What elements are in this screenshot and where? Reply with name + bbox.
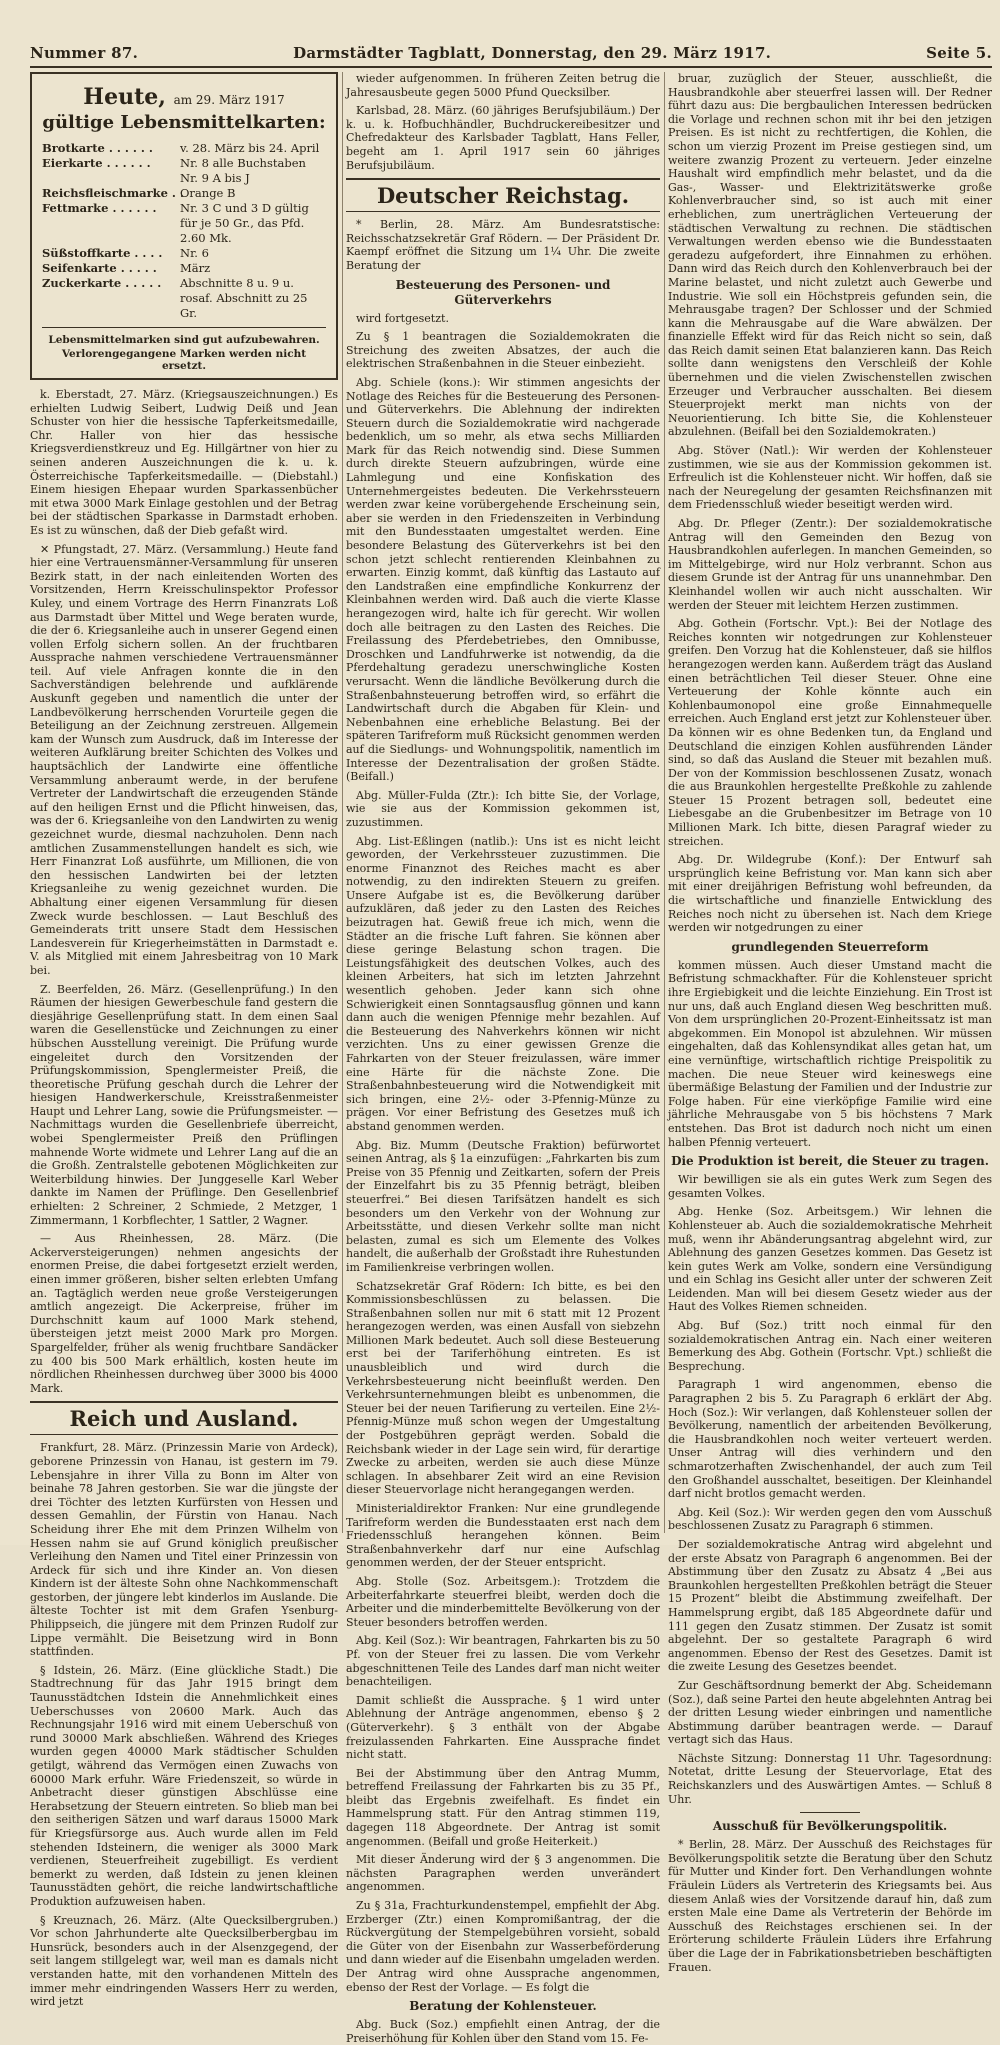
ration-card-row — [42, 156, 326, 186]
subhead-produktion: Die Produktion ist bereit, die Steuer zu tragen. — [671, 1154, 989, 1169]
masthead-line: Darmstädter Tagblatt, Donnerstag, den 29. März 1917. — [293, 44, 772, 62]
reichstag-paragraph: wird fortgesetzt. — [356, 311, 449, 325]
ration-card-box — [30, 72, 338, 380]
reichstag-paragraph: Abg. Buck (Soz.) empfiehlt einen Antrag, der die Preiserhöhung für Kohlen über den Stand vom 15. Fe- — [346, 2018, 660, 2045]
card-name: Fettmarke . . . . . . — [42, 201, 157, 215]
reichstag-paragraph: Abg. Henke (Soz. Arbeitsgem.) Wir lehnen die Kohlensteuer ab. Auch die sozialdemokratische Mehrheit muß, wenn ihr Abänderungsantrag abgelehnt wird, zur Ablehnung des ganzen Gesetzes kommen. Das Gesetz ist kein gutes Werk am Volke, sondern eine Versündigung und ein Schlag ins Gesicht aller unter der schweren Zeit Leidenden. Man will bei diesem Gesetz wieder aus der Haut des Volkes Riemen schneiden. — [668, 1205, 992, 1314]
reichstag-paragraph: Ministerialdirektor Franken: Nur eine grundlegende Tarifreform werden die Bundesstaaten erst nach dem Friedensschluß herangehen können. Beim Straßenbahnverkehr darf nur eine Aufschlag genommen werden, der der Steuer entspricht. — [346, 1502, 660, 1570]
issue-number: Nummer 87. — [30, 44, 139, 62]
reichstag-paragraph: Wir bewilligen sie als ein gutes Werk zum Segen des gesamten Volkes. — [668, 1173, 992, 1200]
card-name: Süßstoffkarte . . . . — [42, 246, 163, 260]
column-2 — [346, 72, 660, 2045]
card-value: v. 28. März bis 24. April — [180, 141, 320, 155]
card-value: Orange B — [180, 186, 236, 200]
ration-card-row — [42, 246, 326, 261]
ration-box-subtitle: gültige Lebensmittelkarten: — [42, 112, 326, 133]
ration-box-date: am 29. März 1917 — [173, 93, 285, 107]
reichstag-paragraph: Abg. Biz. Mumm (Deutsche Fraktion) befürwortet seinen Antrag, als § 1a einzufügen: „Fahrkarten bis zum Preise von 35 Pfennig und Zeitkarten, sofern der Preis der Einzelfahrt bis zu 35 Pfennig beträgt, bleiben steuerfrei.“ Bei diesen Tarifsätzen handelt es sich besonders um den Verkehr von der Wohnung zur Arbeitsstätte, und diesen Verkehr sollte man nicht belasten, zumal es sich um Elemente des Volkes handelt, die außerhalb der Großstadt ihre Ruhestunden im Familienkreise verbringen wollen. — [346, 1138, 660, 1274]
reichstag-paragraph: bruar, zuzüglich der Steuer, ausschließt, die Hausbrandkohle aber steuerfrei lassen will. Der Redner führt dazu aus: Die bergbaulichen Interessen bedrücken die Vorlage und rechnen schon mit ihr bei den jetzigen Preisen. Es ist nicht zu rechtfertigen, die Kohlen, die schon um vierzig Prozent im Preise gestiegen sind, um weitere zwanzig Prozent zu verteuern. Jeder einzelne Haushalt wird empfindlich mehr belastet, und da die Gas-, Wasser- und Elektrizitätswerke große Kohlenverbraucher sind, so ist auch mit einer erheblichen, zum unerträglichen Verteuerung der städtischen Verwaltung zu rechnen. Die städtischen Verwaltungen werden ebenso wie die Bundesstaaten geradezu aufgefordert, ihre Einnahmen zu erhöhen. Dann wird das Reich durch den Kohlenverbrauch bei der Marine belastet, und nicht zuletzt auch Gewerbe und Industrie. Wie soll ein Höchstpreis gefunden sein, die Mehrausgabe tragen? Der Schlosser und der Schmied kann die Mehrausgabe auf die Ware abwälzen. Der finanzielle Effekt wird für das Reich nicht so sein, daß das Reich damit seinen Etat balanzieren kann. Das Reich sollte dann wenigstens den Verschleiß der Kohle übernehmen und die vielen Zwischenstellen zwischen Erzeuger und Verbraucher ausschalten. Bei diesem Steuerprojekt merkt man nichts von der Neuorientierung. Ich bitte Sie, die Kohlensteuer abzulehnen. (Beifall bei den Sozialdemokraten.) — [668, 72, 992, 439]
section-title-reich-ausland: Reich und Ausland. — [30, 1401, 338, 1435]
card-name: Brotkarte . . . . . . — [42, 141, 153, 155]
article-kreuznach: § Kreuznach, 26. März. (Alte Quecksilbergruben.) Vor schon Jahrhunderte alte Quecksilberbergbau im Hunsrück, besonders auch in der Alsenzgegend, der seit langem stillgelegt war, weil man es damals nicht verstanden hatte, mit den vorhandenen Mitteln des immer mehr eindringenden Wassers Herr zu werden, wird jetzt — [30, 1913, 338, 2009]
reichstag-paragraph: Paragraph 1 wird angenommen, ebenso die Paragraphen 2 bis 5. Zu Paragraph 6 erklärt der Abg. Hoch (Soz.): Wir verlangen, daß Kohlensteuer sollen der Bevölkerung, namentlich der arbeitenden Bevölkerung, die Hausbrandkohlen noch weiter verteuert werden. Unser Antrag will dies verhindern und den schmarotzerhaften Zwischenhandel, der auch zum Teil den Großhandel ausschaltet, beseitigen. Der Kleinhandel darf nicht brotlos gemacht werden. — [668, 1378, 992, 1501]
reichstag-paragraph: Zu § 1 beantragen die Sozialdemokraten die Streichung des zweiten Absatzes, der auch die elektrischen Straßenbahnen in die Steuer einbezieht. — [346, 330, 660, 371]
reichstag-paragraph: Abg. Müller-Fulda (Ztr.): Ich bitte Sie, der Vorlage, wie sie aus der Kommission gekommen ist, zuzustimmen. — [346, 788, 660, 829]
card-value: März — [180, 261, 211, 275]
subhead-kohlensteuer: Beratung der Kohlensteuer. — [409, 1999, 597, 2014]
subhead-verkehrssteuer: Besteuerung des Personen- und Güterverkehrs — [395, 277, 611, 307]
reichstag-paragraph: Schatzsekretär Graf Rödern: Ich bitte, es bei den Kommissionsbeschlüssen zu belassen. Die Straßenbahnen sollen nur mit 6 statt mit 12 Prozent herangezogen werden, was einen Ausfall von siebzehn Millionen Mark bedeutet. Auch soll diese Besteuerung erst bei der Tariferhöhung eintreten. Es ist unausbleiblich und wird durch die Verkehrsbesteuerung nicht beeinflußt werden. Den Verkehrsunternehmungen bleibt es unbenommen, die Steuer bei der neuen Tarifierung zu verteilen. Eine 2½-Pfennig-Münze muß schon wegen der Umgestaltung der Postgebühren geprägt werden. Sobald die Reichsbank wieder in der Lage sein wird, für derartige Zwecke zu arbeiten, werden sie auch diese Münze schlagen. In absehbarer Zeit wird an eine Revision dieser Steuervorlage nicht herangegangen werden. — [346, 1279, 660, 1497]
column-rule-1 — [342, 72, 343, 1533]
reichstag-paragraph: Abg. Dr. Wildegrube (Konf.): Der Entwurf sah ursprünglich keine Befristung vor. Man kann sich aber mit einer dreijährigen Befristung wohl befreunden, da die wirtschaftliche und finanzielle Entwicklung des Reiches noch nicht zu übersehen ist. Nach dem Kriege werden wir notgedrungen zu einer — [668, 853, 992, 935]
article-pfungstadt: ✕ Pfungstadt, 27. März. (Versammlung.) Heute fand hier eine Vertrauensmänner-Versammlung für unseren Bezirk statt, in der nach einleitenden Worten des Vorsitzenden, Herrn Kreisschulinspektor Professor Kuley, und einem Vortrage des Herrn Finanzrats Loß aus Darmstadt über Mittel und Wege beraten wurde, die der 6. Kriegsanleihe auch in unserer Gegend einen vollen Erfolg sichern sollen. An der fruchtbaren Aussprache nahmen verschiedene Vertrauensmänner teil. Auf viele Anfragen konnte die in den Sachverständigen belehrende und aufklärende Auskunft gegeben und namentlich die unter der Landbevölkerung herrschenden Vorurteile gegen die Beteiligung an der Zeichnung zerstreuen. Allgemein kam der Wunsch zum Ausdruck, daß im Interesse der weiteren Aufklärung breiter Schichten des Volkes und hauptsächlich der Landwirte eine öffentliche Versammlung anberaumt werde, in der berufene Vertreter der Landwirtschaft die erzeugenden Stände auf den heiligen Ernst und die Pflicht hinweisen, das, was der 6. Kriegsanleihe von den Landwirten zu wenig gezeichnet wurde, diesmal nachzuholen. Denn nach amtlichen Zusammenstellungen handelt es sich, wie Herr Finanzrat Loß ausführte, um Millionen, die von den hessischen Landwirten bei der letzten Kriegsanleihe zu wenig gezeichnet wurden. Die Abhaltung einer eigenen Versammlung für diesen Zweck wurde beschlossen. — Laut Beschluß des Gemeinderats tritt unsere Stadt dem Hessischen Landesverein für Kriegerheimstätten in Darmstadt e. V. als Mitglied mit einem Jahresbeitrag von 10 Mark bei. — [30, 542, 338, 977]
header-rule — [30, 66, 992, 68]
ration-card-row — [42, 276, 326, 321]
reichstag-paragraph: Abg. Buf (Soz.) tritt noch einmal für den sozialdemokratischen Antrag ein. Nach einer weiteren Bemerkung des Abg. Gothein (Fortschr. Vpt.) schließt die Besprechung. — [668, 1319, 992, 1373]
card-value: Nr. 3 C und 3 D gültig für je 50 Gr., das Pfd. 2.60 Mk. — [180, 201, 309, 245]
ration-card-row — [42, 186, 326, 201]
divider — [800, 1812, 860, 1813]
reichstag-paragraph: Bei der Abstimmung über den Antrag Mumm, betreffend Freilassung der Fahrkarten bis zu 35 Pf., bleibt das Ergebnis zweifelhaft. Es findet ein Hammelsprung statt. Für den Antrag stimmen 119, dagegen 118 Abgeordnete. Der Antrag ist somit angenommen. (Beifall und große Heiterkeit.) — [346, 1766, 660, 1848]
column-1 — [30, 72, 338, 2009]
reichstag-paragraph: Abg. Stolle (Soz. Arbeitsgem.): Trotzdem die Arbeiterfahrkarte steuerfrei bleibt, werden doch die Arbeiter und die minderbemittelte Bevölkerung von der Steuer besonders betroffen werden. — [346, 1574, 660, 1629]
reichstag-paragraph: Der sozialdemokratische Antrag wird abgelehnt und der erste Absatz von Paragraph 6 angenommen. Bei der Abstimmung über den Zusatz zu Absatz 4 „Bei aus Braunkohlen hergestellten Preßkohlen beträgt die Steuer 15 Prozent“ bleibt die Abstimmung zweifelhaft. Der Hammelsprung ergibt, daß 185 Abgeordnete dafür und 111 gegen den Zusatz stimmen. Der Zusatz ist somit abgelehnt. Der so gestaltete Paragraph 6 wird angenommen. Ebenso der Rest des Gesetzes. Damit ist die zweite Lesung des Gesetzes beendet. — [668, 1537, 992, 1674]
reichstag-paragraph: kommen müssen. Auch dieser Umstand macht die Befristung schmackhafter. Für die Kohlensteuer spricht ihre Ergiebigkeit und die leichte Einziehung. Ein Trost ist nur uns, daß auch England diesen Weg beschritten muß. Von dem ursprünglichen 20-Prozent-Einheitssatz ist man abgekommen. Ein Monopol ist abzulehnen. Wir müssen eingehalten, daß das Kohlensyndikat alles getan hat, um eine vernünftige, wirtschaftlich richtige Preispolitik zu machen. Die neue Steuer wird keineswegs eine übermäßige Belastung der Familien und der Industrie zur Folge haben. Für eine vierköpfige Familie wird eine jährliche Mehrausgabe von 5 bis höchstens 7 Mark entstehen. Das Brot ist dadurch noch nicht um einen halben Pfennig verteuert. — [668, 958, 992, 1149]
article-bevoelkerungspolitik: * Berlin, 28. März. Der Ausschuß des Reichstages für Bevölkerungspolitik setzte die Beratung über den Schutz für Mutter und Kinder fort. Den Verhandlungen wohnte Fräulein Lüders als Vertreterin des Kriegsamts bei. Aus diesem Anlaß wies der Vorsitzende darauf hin, daß zum ersten Male eine Dame als Vertreterin der Behörde im Ausschuß des Reichstages erschienen sei. In der Erörterung schilderte Fräulein Lüders ihre Erfahrung über die Lage der in Fabrikationsbetrieben beschäftigten Frauen. — [668, 1838, 992, 1974]
card-name: Seifenkarte . . . . . — [42, 261, 157, 275]
card-name: Reichsfleischmarke . . — [42, 186, 184, 200]
reichstag-paragraph: Zu § 31a, Frachturkundenstempel, empfiehlt der Abg. Erzberger (Ztr.) einen Kompromißantrag, der die Rückvergütung der Stempelgebühren vorsieht, sobald die Güter von der Eisenbahn zur Wasserbeförderung und dann wieder auf die Eisenbahn umgeladen werden. Der Antrag wird ohne Aussprache angenommen, ebenso der Rest der Vorlage. — Es folgt die — [346, 1899, 660, 1994]
reichstag-paragraph: Abg. Keil (Soz.): Wir werden gegen den vom Ausschuß beschlossenen Zusatz zu Paragraph 6 stimmen. — [668, 1505, 992, 1533]
reichstag-paragraph: Abg. Stöver (Natl.): Wir werden der Kohlensteuer zustimmen, wie sie aus der Kommission gekommen ist. Erfreulich ist die Kohlensteuer nicht. Wir hoffen, daß sie nach der Neuregelung der gesamten Reichsfinanzen mit dem Friedensschluß wieder beseitigt werden wird. — [668, 444, 992, 512]
column-3 — [668, 72, 992, 1974]
subhead-bevoelkerungspolitik: Ausschuß für Bevölkerungspolitik. — [712, 1819, 948, 1834]
article-eberstadt: k. Eberstadt, 27. März. (Kriegsauszeichnungen.) Es erhielten Ludwig Seibert, Ludwig Deiß und Jean Schuster von hier die hessische Tapferkeitsmedaille, Chr. Haller von hier das hessische Kriegsverdienstkreuz und Eg. Hillgärtner von hier zu seinen anderen Auszeichnungen die k. u. k. Österreichische Tapferkeitsmedaille. — (Diebstahl.) Einem hiesigen Ehepaar wurden Sparkassenbücher mit etwa 3000 Mark Einlage gestohlen und der Betrag bei der städtischen Sparkasse in Darmstadt erhoben. Es ist zu wünschen, daß der Dieb gefaßt wird. — [30, 388, 338, 537]
card-value: Nr. 8 alle Buchstaben Nr. 9 A bis J — [180, 156, 306, 185]
card-name: Zuckerkarte . . . . . — [42, 276, 162, 290]
reichstag-paragraph: Abg. Keil (Soz.): Wir beantragen, Fahrkarten bis zu 50 Pf. von der Steuer frei zu lassen. Die vom Verkehr abgeschnittenen Teile des Landes darf man nicht weiter benachteiligen. — [346, 1634, 660, 1689]
article-continuation: wieder aufgenommen. In früheren Zeiten betrug die Jahresausbeute gegen 5000 Pfund Quecksilber. — [346, 72, 660, 99]
article-beerfelden: Z. Beerfelden, 26. März. (Gesellenprüfung.) In den Räumen der hiesigen Gewerbeschule fand gestern die diesjährige Gesellenprüfung statt. In dem einen Saal waren die Gesellenstücke und Zeichnungen zu einer hübschen Ausstellung vereinigt. Die Prüfung wurde eingeleitet durch den Vorsitzenden der Prüfungskommission, Spenglermeister Preiß, die theoretische Prüfung geschah durch die Lehrer der hiesigen Handwerkerschule, Kreisstraßenmeister Haupt und Lehrer Lang, sowie die Prüfungsmeister. — Nachmittags wurden die Gesellenbriefe überreicht, wobei Spenglermeister Preiß den Prüflingen mahnende Worte widmete und Lehrer Lang auf die an die Großh. Zentralstelle gebotenen Möglichkeiten zur Weiterbildung hinwies. Der Junggeselle Karl Weber dankte im Namen der Prüflinge. Den Gesellenbrief erhielten: 2 Schreiner, 2 Schmiede, 2 Metzger, 1 Zimmermann, 1 Korbflechter, 1 Sattler, 2 Wagner. — [30, 982, 338, 1227]
reichstag-paragraph: Abg. List-Eßlingen (natlib.): Uns ist es nicht leicht geworden, der Verkehrssteuer zuzustimmen. Die enorme Finanznot des Reiches macht es aber notwendig, zu den indirekten Steuern zu greifen. Unsere Aufgabe ist es, die Bevölkerung darüber aufzuklären, daß jeder zu den Lasten des Reiches beizutragen hat. Gewiß freue ich mich, wenn die Städter an die frische Luft fahren. Sie können aber diese geringe Belastung schon tragen. Die Leistungsfähigkeit des deutschen Volkes, auch des kleinen Arbeiters, hat sich im letzten Jahrzehnt wesentlich gehoben. Jeder kann sich ohne Schwierigkeit einen Sonntagsausflug gönnen und kann dann auch die wenigen Pfennige mehr bezahlen. Auf die Besteuerung des Nahverkehrs können wir nicht verzichten. Uns zu einer gewissen Grenze die Fahrkarten von der Steuer freizulassen, wäre immer eine Härte für die nächste Zone. Die Straßenbahnbesteuerung wird die Notwendigkeit mit sich bringen, eine 2½- oder 3-Pfennig-Münze zu prägen. Vor einer Befristung des Gesetzes muß ich abstand genommen werden. — [346, 834, 660, 1133]
card-value: Abschnitte 8 u. 9 u. rosaf. Abschnitt zu 25 Gr. — [180, 276, 308, 320]
reichstag-paragraph: Zur Geschäftsordnung bemerkt der Abg. Scheidemann (Soz.), daß seine Partei den heute abgelehnten Antrag bei der dritten Lesung wieder einbringen und namentliche Abstimmung darüber beantragen werde. — Darauf vertagt sich das Haus. — [668, 1678, 992, 1747]
article-karlsbad: Karlsbad, 28. März. (60 jähriges Berufsjubiläum.) Der k. u. k. Hofbuchhändler, Buchdruckereibesitzer und Chefredakteur des Karlsbader Tagblatt, Hans Feller, begeht am 1. April 1917 sein 60 jähriges Berufsjubiläum. — [346, 104, 660, 172]
card-name: Eierkarte . . . . . . — [42, 156, 151, 170]
reichstag-paragraph: Nächste Sitzung: Donnerstag 11 Uhr. Tagesordnung: Notetat, dritte Lesung der Steuervorlage, Etat des Reichskanzlers und des Auswärtigen Amtes. — Schluß 8 Uhr. — [668, 1751, 992, 1806]
ration-box-heading: Heute, — [83, 84, 166, 110]
reichstag-paragraph: Abg. Dr. Pfleger (Zentr.): Der sozialdemokratische Antrag will den Gemeinden den Bezug von Hausbrandkohlen auferlegen. In manchen Gemeinden, so im Mittelgebirge, wird nur Holz verbrannt. Schon aus diesem Grunde ist der Antrag für uns unannehmbar. Den Kleinhandel wollen wir auch nicht ausschalten. Wir werden der Steuer mit leichtem Herzen zustimmen. — [668, 517, 992, 612]
card-value: Nr. 6 — [180, 246, 209, 260]
page-header — [30, 42, 992, 64]
reichstag-paragraph: Abg. Schiele (kons.): Wir stimmen angesichts der Notlage des Reiches für die Besteuerung des Personen- und Güterverkehrs. Die Ablehnung der indirekten Steuern durch die Sozialdemokratie wird nachgerade bedenklich, um so mehr, als etwa sechs Milliarden Mark für das Reich notwendig sind. Diese Summen durch direkte Steuern aufzubringen, würde eine Lahmlegung und eine Konfiskation des Unternehmergeistes bedeuten. Die Verkehrssteuern werden zwar keine vorübergehende Erscheinung sein, aber sie werden in den Friedenszeiten in Verbindung mit den Bundesstaaten umgestaltet werden. Eine besondere Belastung des Güterverkehrs ist bei den schon jetzt schlecht rentierenden Kleinbahnen zu erwarten. Einzig kommt, daß künftig das Lastauto auf den Landstraßen eine empfindliche Konkurrenz der Kleinbahnen werden wird. Daß auch die vierte Klasse herangezogen wird, halte ich für gerecht. Wir wollen doch alle beitragen zu den Lasten des Reiches. Die Freilassung des Pferdebetriebes, den Omnibusse, Droschken und Landfuhrwerke ist notwendig, da die Pferdehaltung geradezu unerschwingliche Kosten verursacht. Wenn die ländliche Bevölkerung durch die Straßenbahnsteuerung betroffen wird, so erfährt die Landwirtschaft durch die Abgaben für Klein- und Nebenbahnen eine erhebliche Belastung. Bei der späteren Tarifreform muß Rücksicht genommen werden auf die Siedlungs- und Wohnungspolitik, namentlich im Interesse der Dezentralisation der großen Städte. (Beifall.) — [346, 375, 660, 784]
reichstag-paragraph: Mit dieser Änderung wird der § 3 angenommen. Die nächsten Paragraphen werden unverändert angenommen. — [346, 1853, 660, 1894]
ration-note-lost: Verlorengegangene Marken werden nicht ersetzt. — [61, 348, 307, 372]
reichstag-opening: * Berlin, 28. März. Am Bundesratstische: Reichsschatzsekretär Graf Rödern. — Der Präsident Dr. Kaempf eröffnet die Sitzung um 1¼ Uhr. Die zweite Beratung der — [346, 218, 660, 272]
reichstag-paragraph: Damit schließt die Aussprache. § 1 wird unter Ablehnung der Anträge angenommen, ebenso § 2 (Güterverkehr). § 3 enthält von der Abgabe freizulassenden Fahrkarten. Eine Aussprache findet nicht statt. — [346, 1693, 660, 1762]
ration-box-title — [42, 84, 326, 110]
article-rheinhessen: — Aus Rheinhessen, 28. März. (Die Ackerversteigerungen) nehmen angesichts der enormen Preise, die dabei fortgesetzt erzielt werden, einen immer größeren, bisher selten erlebten Umfang an. Tagtäglich werden neue große Versteigerungen amtlich angezeigt. Die Ackerpreise, früher im Durchschnitt kaum auf 1000 Mark stehend, übersteigen jetzt meist 2000 Mark pro Morgen. Spargelfelder, früher als wenig fruchtbare Sandäcker zu 400 bis 500 Mark erhältlich, kosten heute im nördlichen Rheinhessen durchweg über 3000 bis 4000 Mark. — [30, 1232, 338, 1395]
ration-card-row — [42, 141, 326, 156]
page-number: Seite 5. — [926, 44, 992, 62]
ration-card-row — [42, 201, 326, 246]
article-idstein: § Idstein, 26. März. (Eine glückliche Stadt.) Die Stadtrechnung für das Jahr 1915 bringt dem Taunusstädtchen Idstein die Annehmlichkeit eines Ueberschusses von 20600 Mark. Auch das Rechnungsjahr 1916 wird mit einem Ueberschuß von rund 30000 Mark abschließen. Während des Krieges wurden gegen 40000 Mark städtischer Schulden getilgt, während das Vermögen einen Zuwachs von 60000 Mark erfuhr. Wäre Friedenszeit, so würde in Anbetracht dieser günstigen Abschlüsse eine Herabsetzung der Steuern eintreten. So blieb man bei den seitherigen Sätzen und warf daraus 15000 Mark für Kriegsfürsorge aus. Auch wurde allen im Feld stehenden Idsteinern, die weniger als 3000 Mark verdienen, Steuerfreiheit zugebilligt. Es verdient bemerkt zu werden, daß Idstein zu jenen kleinen Taunusstädten gehört, die reiche landwirtschaftliche Produktion aufzuweisen haben. — [30, 1663, 338, 1908]
reichstag-paragraph: Abg. Gothein (Fortschr. Vpt.): Bei der Notlage des Reiches konnten wir notgedrungen zur Kohlensteuer greifen. Den Vorzug hat die Kohlensteuer, daß sie hilflos herangezogen werden kann. Außerdem trägt das Ausland einen beträchtlichen Teil dieser Steuer. Ohne eine Verteuerung der Kohle könnte auch ein Kohlenbaumonopol eine große Einnahmequelle erreichen. Auch England erst jetzt zur Kohlensteuer über. Da können wir es ohne Bedenken tun, da England und Deutschland die einzigen Kohlen ausführenden Länder sind, so daß das Ausland die Steuer mit bezahlen muß. Der von der Kommission beschlossenen Zusatz, wonach die aus Braunkohlen hergestellte Preßkohle zu zahlende Steuer 15 Prozent betragen soll, bedeutet eine Liebesgabe an die Grubenbesitzer im Betrage von 10 Millionen Mark. Ich bitte, diesen Paragraf wieder zu streichen. — [668, 617, 992, 848]
ration-note-keep: Lebensmittelmarken sind gut aufzubewahren. — [42, 327, 326, 348]
section-title-reichstag: Deutscher Reichstag. — [346, 178, 660, 212]
article-frankfurt: Frankfurt, 28. März. (Prinzessin Marie von Ardeck), geborene Prinzessin von Hanau, ist gestern im 79. Lebensjahre in ihrer Villa zu Bonn im Alter von beinahe 78 Jahren gestorben. Sie war die jüngste der drei Töchter des letzten Kurfürsten von Hessen und dessen Gemahlin, der Fürstin von Hanau. Nach Scheidung ihrer Ehe mit dem Prinzen Wilhelm von Hessen nahm sie auf Grund königlich preußischer Verleihung den Namen und Titel einer Prinzessin von Ardeck für sich und ihre Kinder an. Von diesen Kindern ist der älteste Sohn ohne Nachkommenschaft gestorben, der jüngere lebt kinderlos im Auslande. Die älteste Tochter ist mit dem Grafen Ysenburg-Philippseich, die jüngere mit dem Prinzen Rudolf zur Lippe vermählt. Die Beisetzung wird in Bonn stattfinden. — [30, 1441, 338, 1659]
ration-card-row — [42, 261, 326, 276]
subhead-steuerreform: grundlegenden Steuerreform — [731, 939, 929, 954]
column-rule-2 — [664, 72, 665, 1533]
